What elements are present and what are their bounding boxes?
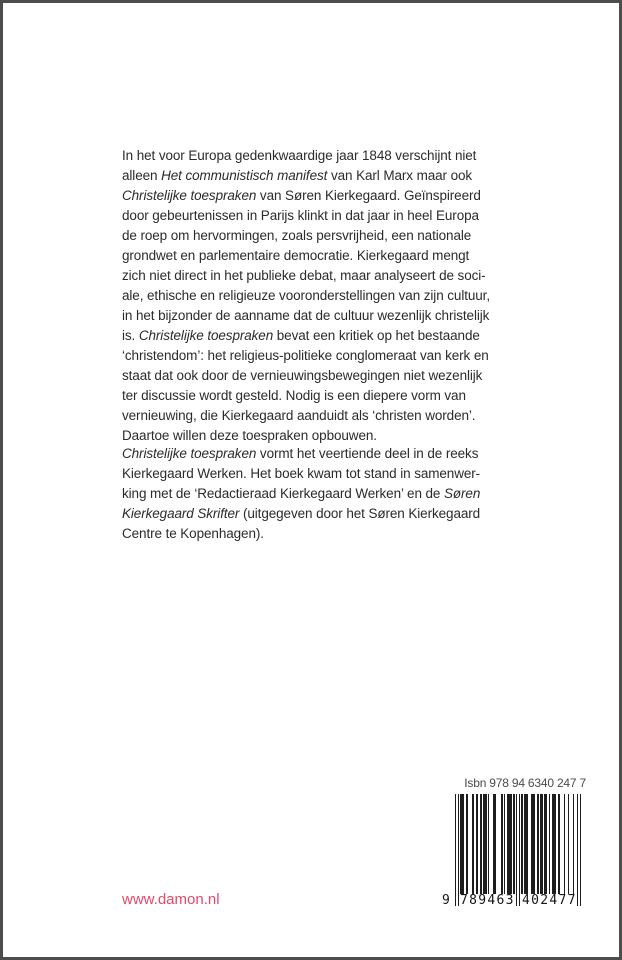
barcode-bar bbox=[493, 794, 496, 894]
text-line: Daartoe willen deze toespraken opbouwen. bbox=[122, 428, 377, 443]
barcode-bar bbox=[480, 794, 481, 894]
text-line: ‘christendom’: het religieus-politieke conglomeraat van kerk en bbox=[122, 348, 489, 363]
text-line: Christelijke toespraken van Søren Kierkegaard. Geïnspireerd bbox=[122, 188, 481, 203]
barcode-bar bbox=[507, 794, 512, 894]
text-line: alleen Het communistisch manifest van Karl Marx maar ook bbox=[122, 168, 473, 183]
barcode-bar bbox=[573, 794, 574, 894]
barcode-bar bbox=[521, 794, 522, 894]
barcode-bar bbox=[501, 794, 502, 894]
barcode-bar bbox=[513, 794, 514, 894]
text-line: zich niet direct in het publieke debat, maar analyseert de soci- bbox=[122, 268, 486, 283]
barcode-bar bbox=[544, 794, 547, 894]
barcode-bar bbox=[458, 794, 459, 906]
barcode-right-digits: 402477 bbox=[522, 893, 577, 908]
isbn-barcode bbox=[442, 794, 581, 910]
barcode-bar bbox=[455, 794, 456, 906]
text-line: grondwet en parlementaire democratie. Kierkegaard mengt bbox=[122, 248, 470, 263]
barcode-bar bbox=[472, 794, 473, 894]
text-line: de roep om hervormingen, zoals persvrijheid, een nationale bbox=[122, 228, 472, 243]
text-line: In het voor Europa gedenkwaardige jaar 1848 verschijnt niet bbox=[122, 148, 477, 163]
text-line: ale, ethische en religieuze vooronderstellingen van zijn cultuur, bbox=[122, 288, 490, 303]
blurb-paragraph-2 bbox=[122, 444, 532, 544]
barcode-left-digits: 789463 bbox=[460, 893, 515, 908]
barcode-bar bbox=[580, 794, 581, 906]
barcode-bar bbox=[531, 794, 535, 894]
barcode-bar bbox=[564, 794, 565, 894]
barcode-bar bbox=[549, 794, 550, 894]
barcode-bar bbox=[552, 794, 556, 894]
barcode-bar bbox=[476, 794, 477, 894]
barcode-bar bbox=[466, 794, 469, 894]
barcode-prefix-digit: 9 bbox=[442, 893, 450, 908]
text-line: king met de ‘Redactieraad Kierkegaard Werken’ en de Søren bbox=[122, 486, 481, 501]
barcode-bar bbox=[568, 794, 569, 894]
isbn-number-label: Isbn 978 94 6340 247 7 bbox=[464, 776, 586, 790]
text-line: door gebeurtenissen in Parijs klinkt in dat jaar in heel Europa bbox=[122, 208, 479, 223]
text-line: ter discussie wordt gesteld. Nodig is een diepere vorm van bbox=[122, 388, 466, 403]
text-line: staat dat ook door de vernieuwingsbewegingen niet wezenlijk bbox=[122, 368, 483, 383]
barcode-bar bbox=[516, 794, 517, 906]
text-line: in het bijzonder de aanname dat de cultuur wezenlijk christelijk bbox=[122, 308, 490, 323]
blurb-paragraph-1 bbox=[122, 146, 532, 446]
barcode-bar bbox=[537, 794, 538, 894]
text-line: Kierkegaard Skrifter (uitgegeven door het Søren Kierkegaard bbox=[122, 506, 481, 521]
barcode-bar bbox=[504, 794, 505, 894]
barcode-bar bbox=[577, 794, 578, 906]
barcode-bar bbox=[483, 794, 487, 894]
text-line: is. Christelijke toespraken bevat een kritiek op het bestaande bbox=[122, 328, 480, 343]
barcode-bar bbox=[524, 794, 528, 894]
text-line: Christelijke toespraken vormt het veertiende deel in de reeks bbox=[122, 446, 479, 461]
publisher-website-url: www.damon.nl bbox=[122, 891, 220, 908]
barcode-bar bbox=[460, 794, 464, 894]
barcode-bar bbox=[519, 794, 520, 906]
barcode-bar bbox=[558, 794, 559, 894]
barcode-bar bbox=[488, 794, 489, 894]
text-line: Kierkegaard Werken. Het boek kwam tot stand in samenwer- bbox=[122, 466, 481, 481]
text-line: vernieuwing, die Kierkegaard aanduidt als ‘christen worden’. bbox=[122, 408, 476, 423]
barcode-bar bbox=[540, 794, 543, 894]
text-line: Centre te Kopenhagen). bbox=[122, 526, 264, 541]
